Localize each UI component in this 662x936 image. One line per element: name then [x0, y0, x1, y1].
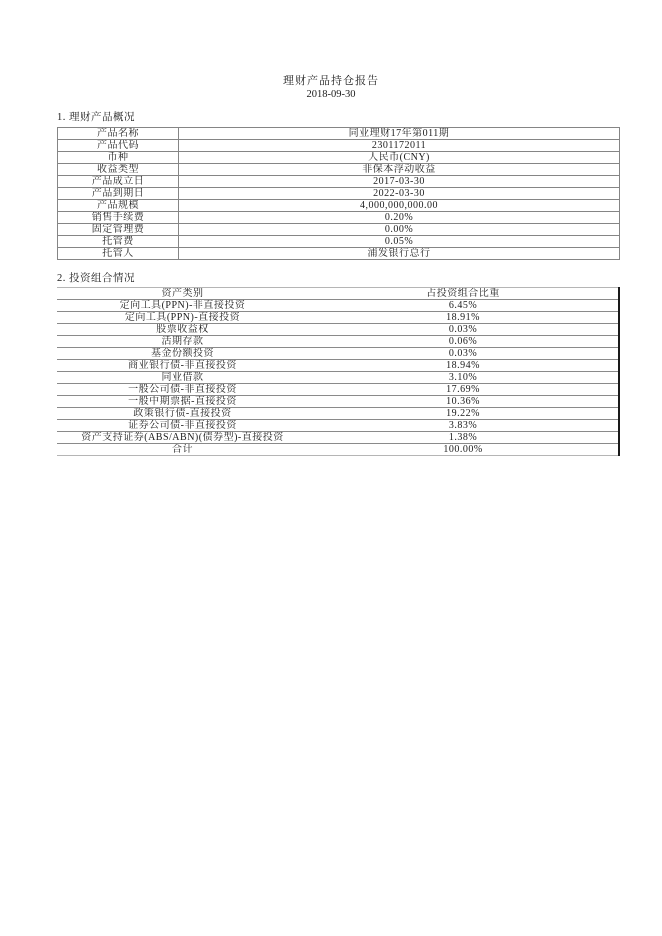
overview-row-value: 非保本浮动收益: [179, 164, 620, 176]
overview-row-value: 2301172011: [179, 140, 620, 152]
portfolio-row-weight: 0.06%: [308, 336, 619, 348]
overview-row: [58, 176, 620, 188]
portfolio-row: [57, 324, 619, 336]
overview-row-label: 收益类型: [58, 164, 179, 176]
overview-row-value: 4,000,000,000.00: [179, 200, 620, 212]
portfolio-row-category: 定向工具(PPN)-直接投资: [57, 312, 308, 324]
section-heading-overview: 1. 理财产品概况: [57, 112, 135, 123]
portfolio-row-category: 股票收益权: [57, 324, 308, 336]
overview-row-label: 固定管理费: [58, 224, 179, 236]
overview-row-value: 0.00%: [179, 224, 620, 236]
overview-row-label: 产品名称: [58, 128, 179, 140]
portfolio-row-weight: 6.45%: [308, 300, 619, 312]
overview-row: [58, 152, 620, 164]
overview-row: [58, 224, 620, 236]
overview-row-value: 0.05%: [179, 236, 620, 248]
portfolio-row: [57, 372, 619, 384]
portfolio-row-weight: 100.00%: [308, 444, 619, 456]
overview-row: [58, 140, 620, 152]
portfolio-row-weight: 0.03%: [308, 324, 619, 336]
overview-row-value: 浦发银行总行: [179, 248, 620, 260]
portfolio-header-row: [57, 288, 619, 300]
overview-row: [58, 200, 620, 212]
portfolio-row-category: 合计: [57, 444, 308, 456]
section-heading-portfolio: 2. 投资组合情况: [57, 273, 135, 284]
overview-row: [58, 164, 620, 176]
portfolio-row-weight: 18.91%: [308, 312, 619, 324]
portfolio-row-weight: 3.83%: [308, 420, 619, 432]
portfolio-body: [57, 300, 619, 456]
portfolio-row: [57, 384, 619, 396]
portfolio-row-category: 定向工具(PPN)-非直接投资: [57, 300, 308, 312]
portfolio-row-category: 活期存款: [57, 336, 308, 348]
portfolio-row-category: 商业银行债-非直接投资: [57, 360, 308, 372]
portfolio-row: [57, 300, 619, 312]
overview-row-value: 人民币(CNY): [179, 152, 620, 164]
portfolio-row: [57, 348, 619, 360]
portfolio-row-category: 一般中期票据-直接投资: [57, 396, 308, 408]
overview-row-value: 同业理财17年第011期: [179, 128, 620, 140]
overview-row: [58, 236, 620, 248]
product-overview-table: [57, 127, 620, 260]
overview-row-value: 0.20%: [179, 212, 620, 224]
portfolio-row: [57, 420, 619, 432]
overview-row-value: 2017-03-30: [179, 176, 620, 188]
portfolio-row: [57, 444, 619, 456]
portfolio-row-weight: 3.10%: [308, 372, 619, 384]
portfolio-row-weight: 17.69%: [308, 384, 619, 396]
portfolio-row-category: 一般公司债-非直接投资: [57, 384, 308, 396]
portfolio-row-weight: 19.22%: [308, 408, 619, 420]
portfolio-row-weight: 10.36%: [308, 396, 619, 408]
portfolio-row-category: 同业借款: [57, 372, 308, 384]
report-header: [0, 0, 662, 102]
report-title: 理财产品持仓报告: [283, 75, 379, 87]
portfolio-row: [57, 312, 619, 324]
overview-row-value: 2022-03-30: [179, 188, 620, 200]
portfolio-col-weight: 占投资组合比重: [426, 288, 500, 299]
overview-row-label: 产品代码: [58, 140, 179, 152]
overview-row-label: 产品规模: [58, 200, 179, 212]
overview-row-label: 产品成立日: [58, 176, 179, 188]
overview-row-label: 币种: [58, 152, 179, 164]
portfolio-row-weight: 0.03%: [308, 348, 619, 360]
portfolio-row-category: 证券公司债-非直接投资: [57, 420, 308, 432]
product-overview-body: [58, 128, 620, 260]
overview-row-label: 产品到期日: [58, 188, 179, 200]
portfolio-row: [57, 360, 619, 372]
portfolio-row-category: 政策银行债-直接投资: [57, 408, 308, 420]
overview-row-label: 托管人: [58, 248, 179, 260]
overview-row-label: 托管费: [58, 236, 179, 248]
portfolio-row-weight: 18.94%: [308, 360, 619, 372]
portfolio-row-weight: 1.38%: [308, 432, 619, 444]
portfolio-row: [57, 336, 619, 348]
portfolio-row: [57, 396, 619, 408]
overview-row: [58, 128, 620, 140]
overview-row: [58, 248, 620, 260]
portfolio-row: [57, 432, 619, 444]
overview-row-label: 销售手续费: [58, 212, 179, 224]
portfolio-row-category: 资产支持证券(ABS/ABN)(债券型)-直接投资: [57, 432, 308, 444]
overview-row: [58, 212, 620, 224]
overview-row: [58, 188, 620, 200]
portfolio-row-category: 基金份额投资: [57, 348, 308, 360]
portfolio-row: [57, 408, 619, 420]
portfolio-table: [57, 287, 620, 456]
portfolio-col-category: 资产类别: [161, 288, 204, 299]
report-date: 2018-09-30: [306, 89, 356, 100]
